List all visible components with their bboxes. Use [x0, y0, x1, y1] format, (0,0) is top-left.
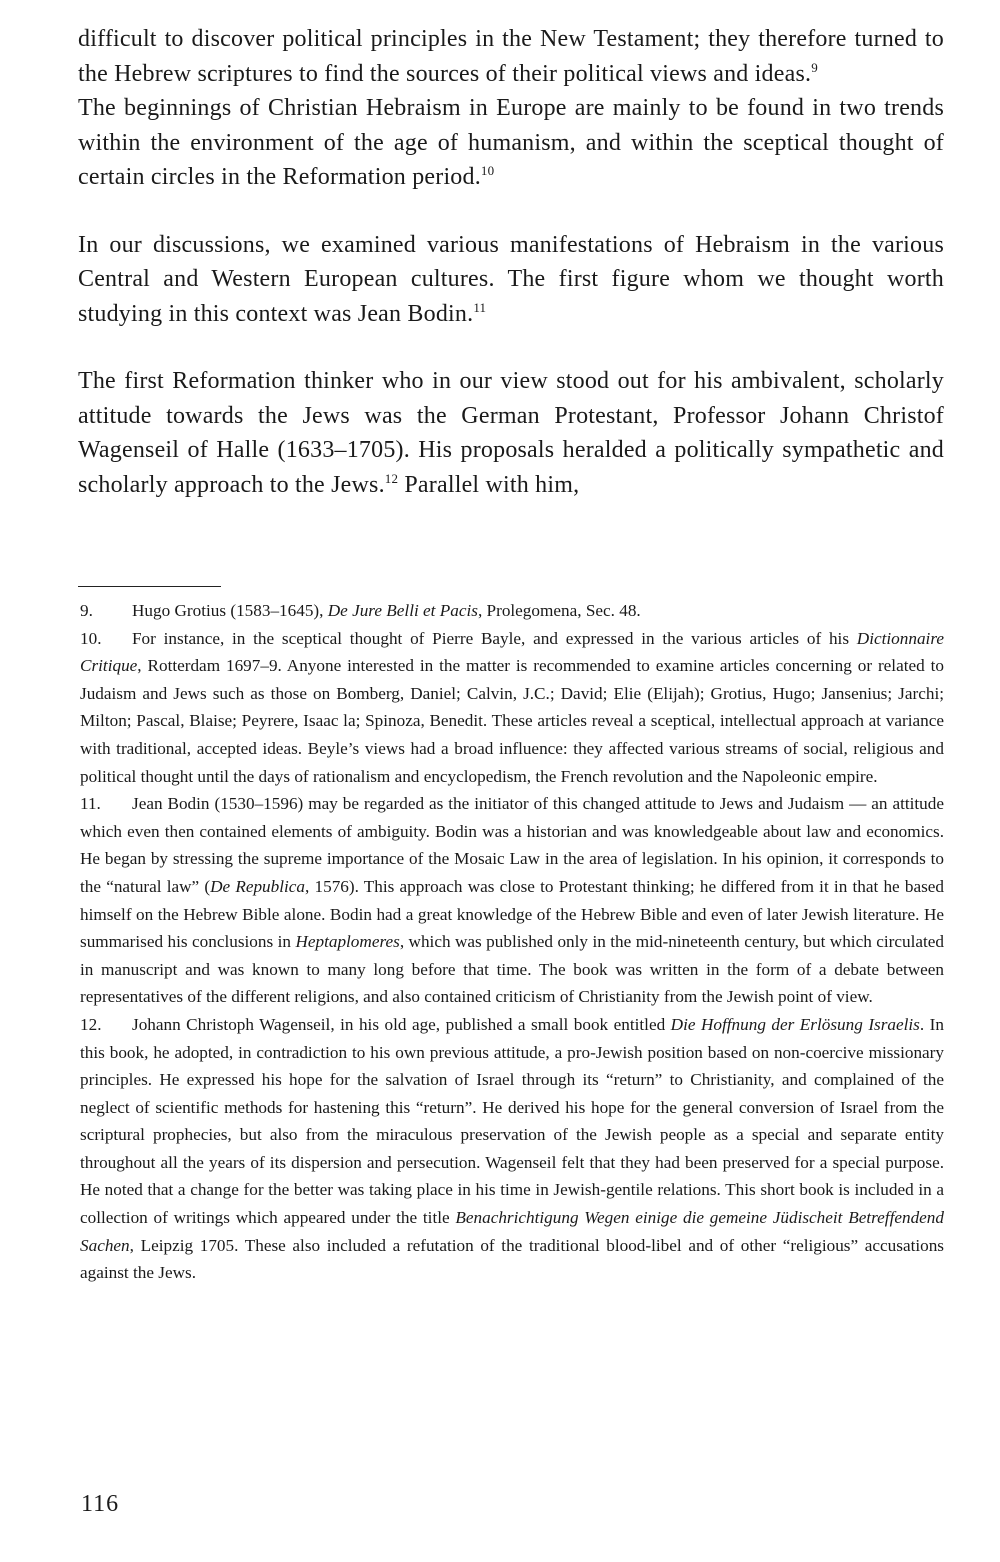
footnote-title: Heptaplomeres [295, 932, 400, 952]
footnote-title: Benachrichtigung Wegen einige die gemeine Jüdischeit Betreffendend Sachen [80, 1208, 944, 1255]
paragraph-4-continuation: Parallel with him, [398, 471, 580, 498]
paragraph-3-text: In our discussions, we examined various manifestations of Hebraism in the various Central and Western European cultures. The first figure whom we thought worth studying in this context was Jean Bodin. [78, 231, 944, 327]
paragraph-2 [78, 91, 944, 195]
footnote-12 [80, 1011, 944, 1287]
footnote-title: Die Hoffnung der Erlösung Israelis [670, 1014, 920, 1034]
footnote-ref-10[interactable]: 10 [480, 163, 495, 178]
footnote-text: , Rotterdam 1697–9. Anyone interested in the matter is recommended to examine articles concerning or related to Judaism and Jews such as those on Bomberg, Daniel; Calvin, J.C.; David; Elie (Elijah); Grotius, Hugo; Jansenius; Jarchi; Milton; Pascal, Blaise; Peyrere, Isaac la; Spinoza, Benedit. These articles reveal a sceptical, intellectual approach at variance with traditional, accepted ideas. Beyle’s views had a broad influence: they affected various streams of social, religious and political thought until the days of rationalism and encyclopedism, the French revolution and the Napoleonic empire. [80, 656, 944, 786]
footnote-text: For instance, in the sceptical thought of Pierre Bayle, and expressed in the various articles of his [132, 628, 857, 648]
footnote-11 [80, 790, 944, 1011]
footnote-text: Hugo Grotius (1583–1645), [132, 601, 328, 620]
footnotes [80, 597, 944, 1287]
footnote-ref-9[interactable]: 9 [811, 59, 818, 75]
footnote-separator [78, 586, 221, 587]
footnote-number: 12. [80, 1014, 102, 1034]
page-number: 116 [81, 1491, 120, 1517]
footnote-number: 10. [80, 628, 102, 648]
paragraph-1-text: difficult to discover political principles in the New Testament; they therefore turned to the Hebrew scriptures to find the sources of their political views and ideas. [78, 26, 944, 87]
footnote-10 [80, 625, 944, 791]
paragraph-2-text: The beginnings of Christian Hebraism in Europe are mainly to be found in two trends within the environment of the age of humanism, and within the sceptical thought of certain circles in the Reformation period. [78, 95, 944, 190]
footnote-number: 9. [80, 601, 93, 620]
footnote-text: , Leipzig 1705. These also included a refutation of the traditional blood-libel and of other “religious” accusations against the Jews. [80, 1235, 944, 1283]
paragraph-3 [78, 228, 944, 332]
footnote-text: Johann Christoph Wagenseil, in his old age, published a small book entitled [132, 1014, 671, 1034]
footnote-text: , Prolegomena, Sec. 48. [477, 601, 641, 620]
paragraph-4-text: The first Reformation thinker who in our view stood out for his ambivalent, scholarly attitude towards the Jews was the German Protestant, Professor Johann Christof Wagenseil of Halle (1633–1705). His proposals heralded a politically sympathetic and scholarly approach to the Jews. [78, 368, 944, 498]
footnote-text: Jean Bodin (1530–1596) may be regarded as the initiator of this changed attitude to Jews and Judaism — an attitude which even then contained elements of ambiguity. Bodin was a historian and was knowledgeable about law and economics. He began by stressing the supreme importance of the Mosaic Law in the area of legislation. In his opinion, it corresponds to the “natural law” ( [80, 794, 944, 896]
footnote-title: De Jure Belli et Pacis [327, 601, 478, 620]
footnote-ref-12[interactable]: 12 [384, 470, 399, 486]
footnote-title: Dictionnaire Critique [80, 628, 944, 676]
footnote-9 [80, 597, 944, 625]
footnote-text: , 1576). This approach was close to Protestant thinking; he differed from it in that he based himself on the Hebrew Bible alone. Bodin had a great knowledge of the Hebrew Bible and even of later Jewish literature. He summarised his conclusions in [80, 876, 944, 952]
footnote-text: . In this book, he adopted, in contradiction to his own previous attitude, a pro-Jewish position based on non-coercive missionary principles. He expressed his hope for the salvation of Israel through its “return” to Christianity, and complained of the neglect of scientific methods for hastening this “return”. He derived his hope for the general conversion of Israel from the scriptural prophecies, but also from the miraculous preservation of the Jewish people as a special and separate entity throughout all the years of its dispersion and persecution. Wagenseil felt that they had been preserved for a special purpose. He noted that a change for the better was taking place in his time in Jewish-gentile relations. This short book is included in a collection of writings which appeared under the title [80, 1014, 944, 1228]
paragraph-1 [78, 22, 944, 91]
footnote-ref-11[interactable]: 11 [473, 299, 487, 315]
paragraph-4 [78, 364, 944, 502]
footnote-title: De Republica [210, 876, 306, 896]
footnote-number: 11. [80, 794, 101, 814]
main-text [78, 22, 944, 502]
footnote-text: , which was published only in the mid-nineteenth century, but which circulated in manuscript and was known to many long before that time. The book was written in the form of a debate between representatives of the different religions, and also contained criticism of Christianity from the Jewish point of view. [80, 932, 945, 1007]
